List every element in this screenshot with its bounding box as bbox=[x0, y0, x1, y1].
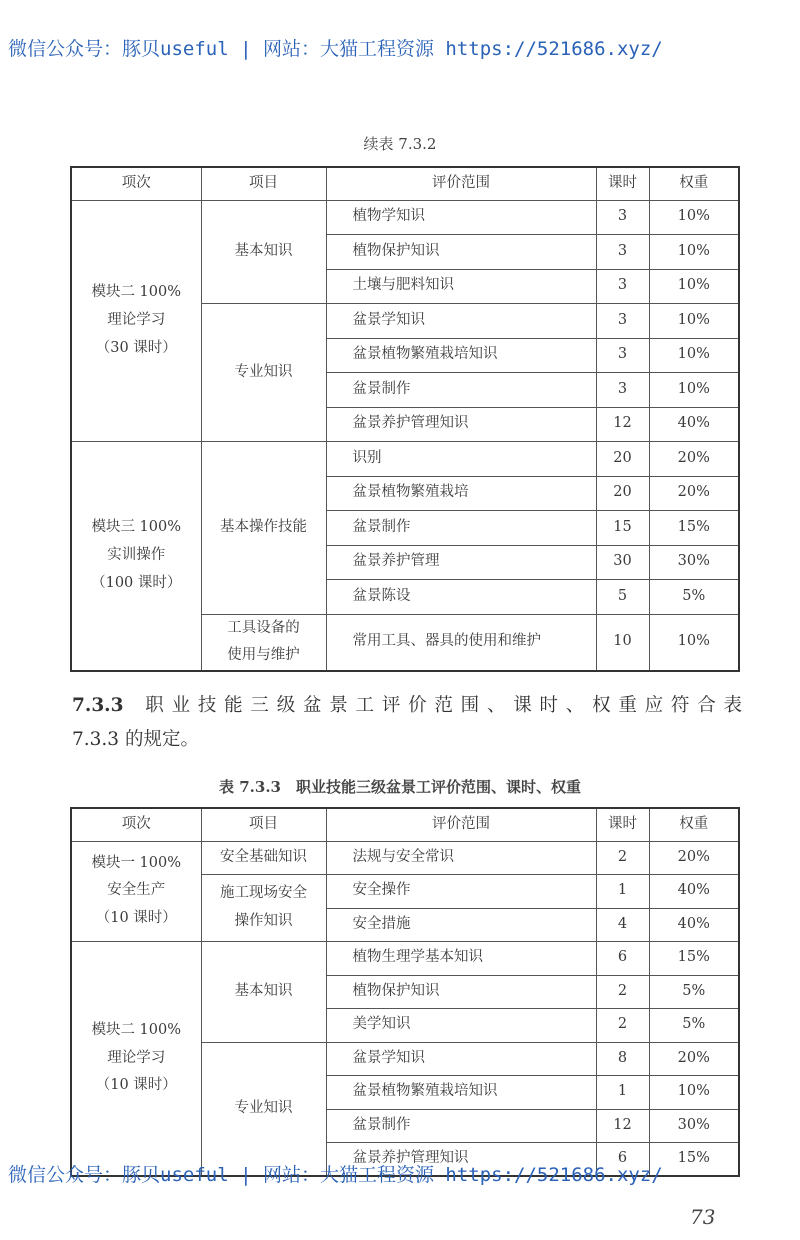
scope-cell: 植物保护知识 bbox=[326, 975, 596, 1009]
module-cell bbox=[71, 942, 201, 1177]
weight-cell: 20% bbox=[649, 1042, 739, 1076]
table2-caption: 表 7.3.3 职业技能三级盆景工评价范围、课时、权重 bbox=[219, 778, 581, 796]
weight-cell: 10% bbox=[649, 373, 739, 408]
module-cell-line: 理论学习 bbox=[107, 311, 166, 328]
table1-caption: 续表 7.3.2 bbox=[363, 135, 437, 153]
table-row bbox=[71, 841, 739, 875]
hours-cell: 6 bbox=[596, 1143, 649, 1177]
watermark-bottom: 微信公众号：豚贝useful | 网站：大猫工程资源 https://521686.xyz/ bbox=[8, 1164, 663, 1186]
module-cell-line: （10 课时） bbox=[95, 910, 177, 927]
weight-cell: 20% bbox=[649, 476, 739, 511]
weight-cell: 40% bbox=[649, 407, 739, 442]
hours-cell: 12 bbox=[596, 1109, 649, 1143]
scope-cell: 植物生理学基本知识 bbox=[326, 942, 596, 976]
column-header: 课时 bbox=[596, 808, 649, 841]
scope-cell: 识别 bbox=[326, 442, 596, 477]
scope-cell: 盆景陈设 bbox=[326, 580, 596, 615]
item-cell bbox=[201, 841, 326, 875]
item-cell-line: 施工现场安全 bbox=[220, 885, 307, 902]
hours-cell: 20 bbox=[596, 476, 649, 511]
module-cell bbox=[71, 442, 201, 671]
hours-cell: 1 bbox=[596, 1076, 649, 1110]
weight-cell: 5% bbox=[649, 975, 739, 1009]
module-cell-line: 安全生产 bbox=[107, 882, 166, 899]
column-header: 评价范围 bbox=[326, 808, 596, 841]
item-cell bbox=[201, 442, 326, 615]
hours-cell: 3 bbox=[596, 200, 649, 235]
hours-cell: 1 bbox=[596, 875, 649, 909]
scope-cell: 法规与安全常识 bbox=[326, 841, 596, 875]
scope-cell: 植物保护知识 bbox=[326, 235, 596, 270]
hours-cell: 30 bbox=[596, 545, 649, 580]
scope-cell: 土壤与肥料知识 bbox=[326, 269, 596, 304]
item-cell-line: 基本知识 bbox=[234, 242, 293, 259]
scope-cell: 盆景植物繁殖栽培知识 bbox=[326, 1076, 596, 1110]
scope-cell: 盆景养护管理知识 bbox=[326, 407, 596, 442]
hours-cell: 6 bbox=[596, 942, 649, 976]
weight-cell: 10% bbox=[649, 614, 739, 671]
hours-cell: 4 bbox=[596, 908, 649, 942]
weight-cell: 20% bbox=[649, 841, 739, 875]
scope-cell: 盆景学知识 bbox=[326, 1042, 596, 1076]
scope-cell: 盆景养护管理知识 bbox=[326, 1143, 596, 1177]
column-header: 项次 bbox=[71, 167, 201, 200]
item-cell-line: 使用与维护 bbox=[227, 647, 300, 664]
column-header: 项次 bbox=[71, 808, 201, 841]
table-row bbox=[71, 442, 739, 477]
weight-cell: 5% bbox=[649, 580, 739, 615]
scope-cell: 盆景植物繁殖栽培知识 bbox=[326, 338, 596, 373]
table1 bbox=[70, 166, 740, 672]
scope-cell: 盆景学知识 bbox=[326, 304, 596, 339]
weight-cell: 30% bbox=[649, 545, 739, 580]
scope-cell: 常用工具、器具的使用和维护 bbox=[326, 614, 596, 671]
module-cell-line: （100 课时） bbox=[91, 574, 182, 591]
hours-cell: 3 bbox=[596, 373, 649, 408]
page-number: 73 bbox=[690, 1205, 716, 1229]
weight-cell: 5% bbox=[649, 1009, 739, 1043]
weight-cell: 30% bbox=[649, 1109, 739, 1143]
weight-cell: 10% bbox=[649, 304, 739, 339]
weight-cell: 40% bbox=[649, 875, 739, 909]
column-header: 评价范围 bbox=[326, 167, 596, 200]
scope-cell: 盆景植物繁殖栽培 bbox=[326, 476, 596, 511]
hours-cell: 15 bbox=[596, 511, 649, 546]
module-cell-line: 模块二 100% bbox=[91, 1022, 182, 1039]
weight-cell: 10% bbox=[649, 338, 739, 373]
hours-cell: 3 bbox=[596, 235, 649, 270]
hours-cell: 3 bbox=[596, 338, 649, 373]
hours-cell: 2 bbox=[596, 841, 649, 875]
section-paragraph bbox=[72, 690, 742, 722]
column-header: 课时 bbox=[596, 167, 649, 200]
table-row bbox=[71, 942, 739, 976]
column-header: 项目 bbox=[201, 808, 326, 841]
hours-cell: 3 bbox=[596, 269, 649, 304]
scope-cell: 安全措施 bbox=[326, 908, 596, 942]
scope-cell: 盆景制作 bbox=[326, 1109, 596, 1143]
item-cell bbox=[201, 1042, 326, 1176]
weight-cell: 15% bbox=[649, 511, 739, 546]
scope-cell: 美学知识 bbox=[326, 1009, 596, 1043]
hours-cell: 2 bbox=[596, 1009, 649, 1043]
module-cell-line: （10 课时） bbox=[95, 1077, 177, 1094]
item-cell bbox=[201, 614, 326, 671]
scope-cell: 安全操作 bbox=[326, 875, 596, 909]
weight-cell: 15% bbox=[649, 1143, 739, 1177]
item-cell-line: 操作知识 bbox=[234, 913, 293, 929]
module-cell-line: 模块三 100% bbox=[91, 519, 182, 536]
module-cell bbox=[71, 200, 201, 442]
header-row bbox=[71, 167, 739, 200]
item-cell-line: 安全基础知识 bbox=[220, 848, 307, 865]
module-cell-line: 模块一 100% bbox=[91, 854, 182, 871]
hours-cell: 5 bbox=[596, 580, 649, 615]
hours-cell: 3 bbox=[596, 304, 649, 339]
section-text: 职业技能三级盆景工评价范围、课时、权重应符合表 bbox=[137, 695, 742, 716]
hours-cell: 2 bbox=[596, 975, 649, 1009]
module-cell-line: 模块二 100% bbox=[91, 284, 182, 301]
item-cell bbox=[201, 875, 326, 942]
weight-cell: 20% bbox=[649, 442, 739, 477]
scope-cell: 盆景制作 bbox=[326, 511, 596, 546]
weight-cell: 10% bbox=[649, 235, 739, 270]
weight-cell: 10% bbox=[649, 269, 739, 304]
module-cell-line: （30 课时） bbox=[95, 339, 177, 356]
item-cell-line: 基本知识 bbox=[234, 982, 293, 999]
hours-cell: 8 bbox=[596, 1042, 649, 1076]
table-row bbox=[71, 200, 739, 235]
scope-cell: 植物学知识 bbox=[326, 200, 596, 235]
scope-cell: 盆景养护管理 bbox=[326, 545, 596, 580]
scope-cell: 盆景制作 bbox=[326, 373, 596, 408]
hours-cell: 10 bbox=[596, 614, 649, 671]
weight-cell: 10% bbox=[649, 1076, 739, 1110]
item-cell bbox=[201, 304, 326, 442]
hours-cell: 12 bbox=[596, 407, 649, 442]
column-header: 项目 bbox=[201, 167, 326, 200]
section-number: 7.3.3 bbox=[72, 695, 124, 716]
section-text-continued: 7.3.3 的规定。 bbox=[72, 729, 199, 750]
item-cell-line: 专业知识 bbox=[234, 363, 293, 380]
column-header: 权重 bbox=[649, 167, 739, 200]
module-cell bbox=[71, 841, 201, 942]
weight-cell: 15% bbox=[649, 942, 739, 976]
weight-cell: 40% bbox=[649, 908, 739, 942]
column-header: 权重 bbox=[649, 808, 739, 841]
item-cell-line: 工具设备的 bbox=[227, 619, 300, 636]
table2 bbox=[70, 807, 740, 1177]
item-cell-line: 基本操作技能 bbox=[220, 518, 307, 535]
hours-cell: 20 bbox=[596, 442, 649, 477]
item-cell-line: 专业知识 bbox=[234, 1099, 293, 1116]
watermark-top: 微信公众号：豚贝useful | 网站：大猫工程资源 https://521686.xyz/ bbox=[8, 38, 663, 60]
module-cell-line: 实训操作 bbox=[107, 547, 166, 564]
weight-cell: 10% bbox=[649, 200, 739, 235]
item-cell bbox=[201, 200, 326, 304]
header-row bbox=[71, 808, 739, 841]
module-cell-line: 理论学习 bbox=[107, 1049, 166, 1066]
item-cell bbox=[201, 942, 326, 1043]
